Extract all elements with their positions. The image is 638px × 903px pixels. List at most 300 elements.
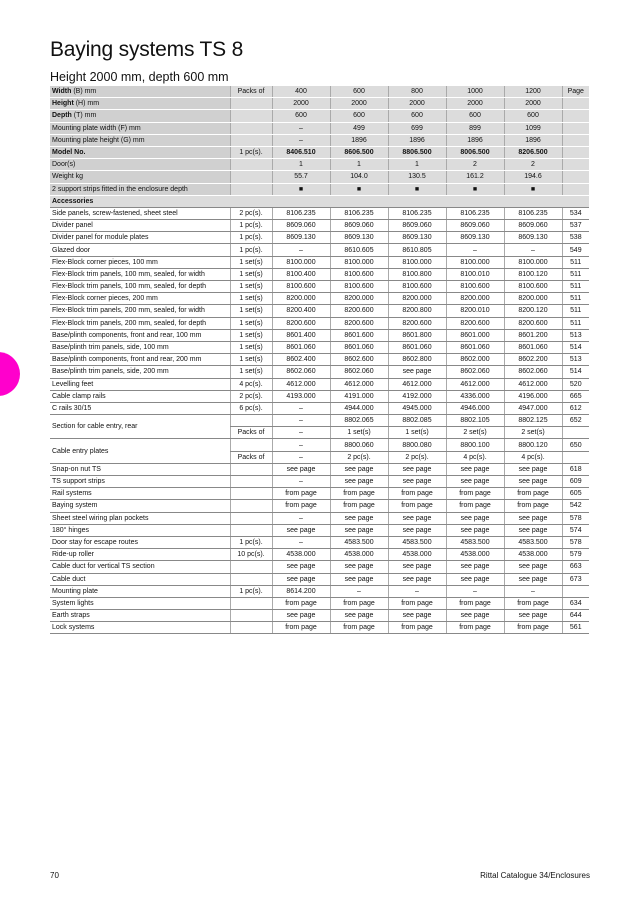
row-label: Levelling feet: [50, 378, 230, 390]
value-cell: see page: [272, 610, 330, 622]
page-cell: 511: [562, 268, 589, 280]
table-row: [50, 402, 589, 414]
value-cell: 4538.000: [330, 549, 388, 561]
table-row: [50, 207, 589, 219]
page-cell: 542: [562, 500, 589, 512]
value-cell: 4336.000: [446, 390, 504, 402]
table-row: [50, 281, 589, 293]
value-cell: from page: [272, 488, 330, 500]
page-cell: 665: [562, 390, 589, 402]
page-cell: 579: [562, 549, 589, 561]
value-cell: 2 pc(s).: [388, 451, 446, 463]
table-row: [50, 390, 589, 402]
row-label-text: (H) mm: [73, 100, 100, 108]
packs-cell: [230, 159, 272, 171]
packs-cell: 1 set(s): [230, 281, 272, 293]
value-cell: 8200.120: [504, 305, 562, 317]
value-cell: 8802.085: [388, 415, 446, 427]
value-cell: 8800.080: [388, 439, 446, 451]
value-cell: see page: [330, 524, 388, 536]
packs-cell: 1 set(s): [230, 268, 272, 280]
value-cell: 8609.060: [388, 220, 446, 232]
value-cell: 104.0: [330, 171, 388, 183]
value-cell: –: [504, 244, 562, 256]
value-cell: see page: [446, 524, 504, 536]
table-row: [50, 183, 589, 195]
value-cell: 8200.600: [504, 317, 562, 329]
value-cell: 600: [330, 110, 388, 122]
value-cell: 130.5: [388, 171, 446, 183]
value-cell: 8609.130: [504, 232, 562, 244]
value-cell: 8100.000: [446, 256, 504, 268]
page-cell: 673: [562, 573, 589, 585]
table-row: [50, 524, 589, 536]
value-cell: 8601.060: [446, 341, 504, 353]
value-cell: 400: [272, 86, 330, 98]
value-cell: 2 set(s): [446, 427, 504, 439]
value-cell: 2000: [330, 98, 388, 110]
value-cell: 8200.010: [446, 305, 504, 317]
value-cell: 4192.000: [388, 390, 446, 402]
page-cell: 612: [562, 402, 589, 414]
value-cell: 2000: [504, 98, 562, 110]
value-cell: 2: [504, 159, 562, 171]
value-cell: see page: [504, 512, 562, 524]
page-cell: [562, 98, 589, 110]
value-cell: from page: [388, 488, 446, 500]
page-subtitle: Height 2000 mm, depth 600 mm: [50, 70, 229, 84]
packs-cell: 1 pc(s).: [230, 244, 272, 256]
value-cell: 4583.500: [388, 536, 446, 548]
value-cell: 8200.600: [446, 317, 504, 329]
table-row: [50, 317, 589, 329]
value-cell: 8100.000: [330, 256, 388, 268]
row-label-bold: Model No.: [52, 149, 86, 157]
page-cell: [562, 159, 589, 171]
value-cell: 2: [446, 159, 504, 171]
value-cell: 8601.000: [446, 329, 504, 341]
packs-cell: 2 pc(s).: [230, 390, 272, 402]
row-label: [50, 98, 230, 110]
value-cell: –: [272, 122, 330, 134]
table-row: [50, 341, 589, 353]
row-label-bold: Depth: [52, 112, 72, 120]
value-cell: –: [446, 244, 504, 256]
value-cell: –: [330, 585, 388, 597]
value-cell: from page: [446, 622, 504, 634]
row-label-text: (T) mm: [71, 112, 97, 120]
value-cell: 4193.000: [272, 390, 330, 402]
row-label: Mounting plate: [50, 585, 230, 597]
page-cell: [562, 585, 589, 597]
value-cell: from page: [388, 597, 446, 609]
row-label: Base/plinth components, front and rear, 100 mm: [50, 329, 230, 341]
value-cell: from page: [330, 500, 388, 512]
table-row: [50, 463, 589, 475]
row-label-text: (B) mm: [71, 88, 97, 96]
row-label: TS support strips: [50, 476, 230, 488]
value-cell: 8601.060: [388, 341, 446, 353]
value-cell: see page: [272, 561, 330, 573]
table-row: [50, 585, 589, 597]
table-row: [50, 597, 589, 609]
value-cell: see page: [388, 610, 446, 622]
value-cell: 8100.010: [446, 268, 504, 280]
value-cell: 8609.060: [504, 220, 562, 232]
value-cell: see page: [504, 561, 562, 573]
value-cell: see page: [330, 463, 388, 475]
page-cell: 578: [562, 512, 589, 524]
row-label: Flex-Block trim panels, 100 mm, sealed, for width: [50, 268, 230, 280]
product-table: [50, 86, 589, 634]
page-cell: 514: [562, 366, 589, 378]
value-cell: 4612.000: [446, 378, 504, 390]
value-cell: 2000: [272, 98, 330, 110]
value-cell: 8601.400: [272, 329, 330, 341]
value-cell: 4583.500: [446, 536, 504, 548]
packs-cell: 1 set(s): [230, 329, 272, 341]
table-row: [50, 220, 589, 232]
value-cell: 8200.400: [272, 305, 330, 317]
table-row: [50, 146, 589, 158]
page-cell: 634: [562, 597, 589, 609]
row-label: Cable entry plates: [50, 439, 230, 463]
value-cell: 8602.200: [504, 354, 562, 366]
packs-cell: [230, 134, 272, 146]
value-cell: 4538.000: [446, 549, 504, 561]
value-cell: 8106.235: [272, 207, 330, 219]
packs-cell: [230, 183, 272, 195]
page-cell: 520: [562, 378, 589, 390]
value-cell: 8206.500: [504, 146, 562, 158]
row-label-text: Door(s): [52, 161, 76, 169]
row-label: Flex-Block trim panels, 200 mm, sealed, for width: [50, 305, 230, 317]
value-cell: 8602.800: [388, 354, 446, 366]
row-label-text: Weight kg: [52, 173, 83, 181]
value-cell: 8601.800: [388, 329, 446, 341]
value-cell: see page: [446, 561, 504, 573]
row-label: Flex-Block trim panels, 200 mm, sealed, for depth: [50, 317, 230, 329]
page-cell: Page: [562, 86, 589, 98]
table-row: [50, 610, 589, 622]
value-cell: 8602.600: [330, 354, 388, 366]
value-cell: 8100.000: [504, 256, 562, 268]
section-tab-marker: [0, 352, 20, 396]
value-cell: 2 set(s): [504, 427, 562, 439]
row-label: Cable clamp rails: [50, 390, 230, 402]
value-cell: 8100.600: [504, 281, 562, 293]
value-cell: from page: [272, 500, 330, 512]
value-cell: –: [272, 536, 330, 548]
value-cell: from page: [388, 500, 446, 512]
value-cell: 8610.805: [388, 244, 446, 256]
value-cell: 1896: [446, 134, 504, 146]
value-cell: see page: [330, 610, 388, 622]
row-label: Door stay for escape routes: [50, 536, 230, 548]
value-cell: –: [504, 585, 562, 597]
row-label: Ride-up roller: [50, 549, 230, 561]
page-cell: 511: [562, 305, 589, 317]
value-cell: from page: [330, 622, 388, 634]
row-label: Side panels, screw-fastened, sheet steel: [50, 207, 230, 219]
row-label: System lights: [50, 597, 230, 609]
packs-cell: [230, 415, 272, 427]
packs-cell: 1 set(s): [230, 341, 272, 353]
value-cell: see page: [388, 512, 446, 524]
row-label: Baying system: [50, 500, 230, 512]
packs-cell: 1 set(s): [230, 293, 272, 305]
value-cell: from page: [504, 622, 562, 634]
value-cell: 1: [388, 159, 446, 171]
value-cell: 4946.000: [446, 402, 504, 414]
value-cell: 8602.060: [446, 366, 504, 378]
value-cell: ■: [272, 183, 330, 195]
value-cell: 1: [330, 159, 388, 171]
row-label: Divider panel for module plates: [50, 232, 230, 244]
value-cell: see page: [446, 573, 504, 585]
page-cell: [562, 146, 589, 158]
value-cell: ■: [446, 183, 504, 195]
packs-cell: 1 set(s): [230, 354, 272, 366]
row-label: Snap-on nut TS: [50, 463, 230, 475]
page-cell: 511: [562, 317, 589, 329]
table-row: [50, 244, 589, 256]
value-cell: 8200.600: [272, 317, 330, 329]
value-cell: 8406.510: [272, 146, 330, 158]
value-cell: 8200.600: [330, 317, 388, 329]
value-cell: –: [272, 427, 330, 439]
packs-cell: 1 pc(s).: [230, 536, 272, 548]
value-cell: –: [272, 439, 330, 451]
value-cell: 4538.000: [388, 549, 446, 561]
value-cell: 4 pc(s).: [446, 451, 504, 463]
value-cell: 8200.600: [388, 317, 446, 329]
table-row: [50, 622, 589, 634]
value-cell: 8602.060: [330, 366, 388, 378]
value-cell: see page: [504, 573, 562, 585]
value-cell: 8106.235: [446, 207, 504, 219]
page-cell: 534: [562, 207, 589, 219]
value-cell: see page: [388, 573, 446, 585]
value-cell: 2 pc(s).: [330, 451, 388, 463]
packs-cell: 1 set(s): [230, 305, 272, 317]
table-row: [50, 232, 589, 244]
value-cell: 1099: [504, 122, 562, 134]
table-row: [50, 415, 589, 427]
packs-cell: 1 pc(s).: [230, 585, 272, 597]
row-label: Rail systems: [50, 488, 230, 500]
row-label: Base/plinth trim panels, side, 100 mm: [50, 341, 230, 353]
value-cell: 4612.000: [272, 378, 330, 390]
section-header: Accessories: [50, 195, 589, 207]
page-cell: [562, 171, 589, 183]
packs-cell: [230, 512, 272, 524]
value-cell: 8200.000: [330, 293, 388, 305]
row-label-text: 2 support strips fitted in the enclosure depth: [52, 185, 188, 193]
row-label: Divider panel: [50, 220, 230, 232]
value-cell: ■: [388, 183, 446, 195]
row-label: Glazed door: [50, 244, 230, 256]
value-cell: 4191.000: [330, 390, 388, 402]
value-cell: 8609.130: [330, 232, 388, 244]
packs-cell: 4 pc(s).: [230, 378, 272, 390]
value-cell: 8614.200: [272, 585, 330, 597]
page-cell: 511: [562, 256, 589, 268]
value-cell: 8200.000: [388, 293, 446, 305]
value-cell: from page: [272, 597, 330, 609]
value-cell: –: [272, 512, 330, 524]
packs-cell: [230, 439, 272, 451]
value-cell: 8100.600: [446, 281, 504, 293]
value-cell: 8806.500: [388, 146, 446, 158]
value-cell: see page: [446, 476, 504, 488]
row-label: Sheet steel wiring plan pockets: [50, 512, 230, 524]
table-row: [50, 134, 589, 146]
value-cell: 8601.060: [504, 341, 562, 353]
page-number: 70: [50, 871, 59, 880]
packs-cell: [230, 573, 272, 585]
page-cell: 561: [562, 622, 589, 634]
value-cell: 499: [330, 122, 388, 134]
value-cell: 4612.000: [330, 378, 388, 390]
page-cell: [562, 122, 589, 134]
packs-cell: 1 pc(s).: [230, 220, 272, 232]
value-cell: from page: [446, 500, 504, 512]
value-cell: 8610.605: [330, 244, 388, 256]
value-cell: 2000: [446, 98, 504, 110]
value-cell: 600: [446, 110, 504, 122]
value-cell: –: [272, 451, 330, 463]
row-label: Base/plinth trim panels, side, 200 mm: [50, 366, 230, 378]
table-row: [50, 500, 589, 512]
row-label: Base/plinth components, front and rear, 200 mm: [50, 354, 230, 366]
packs-cell: 1 set(s): [230, 317, 272, 329]
page-cell: 537: [562, 220, 589, 232]
value-cell: 1 set(s): [330, 427, 388, 439]
row-label: [50, 134, 230, 146]
value-cell: see page: [388, 476, 446, 488]
value-cell: 8200.000: [446, 293, 504, 305]
page-cell: 652: [562, 415, 589, 427]
table-row: [50, 378, 589, 390]
value-cell: 8802.065: [330, 415, 388, 427]
value-cell: see page: [504, 610, 562, 622]
value-cell: 8602.060: [272, 366, 330, 378]
value-cell: see page: [330, 561, 388, 573]
value-cell: 8100.800: [388, 268, 446, 280]
value-cell: 8100.600: [388, 281, 446, 293]
row-label: [50, 110, 230, 122]
value-cell: 8601.600: [330, 329, 388, 341]
value-cell: see page: [330, 512, 388, 524]
value-cell: –: [272, 134, 330, 146]
value-cell: 8802.105: [446, 415, 504, 427]
value-cell: from page: [446, 488, 504, 500]
value-cell: from page: [504, 597, 562, 609]
page-cell: 618: [562, 463, 589, 475]
value-cell: –: [272, 415, 330, 427]
row-label: [50, 122, 230, 134]
value-cell: from page: [330, 488, 388, 500]
value-cell: 1000: [446, 86, 504, 98]
page-cell: [562, 110, 589, 122]
table-row: [50, 171, 589, 183]
value-cell: 1896: [388, 134, 446, 146]
value-cell: 1200: [504, 86, 562, 98]
table-row: [50, 110, 589, 122]
row-label: Section for cable entry, rear: [50, 415, 230, 439]
table-row: [50, 366, 589, 378]
packs-cell: [230, 610, 272, 622]
value-cell: see page: [388, 524, 446, 536]
value-cell: 8602.060: [504, 366, 562, 378]
row-label: [50, 171, 230, 183]
page-cell: [562, 451, 589, 463]
value-cell: see page: [446, 610, 504, 622]
row-label: [50, 183, 230, 195]
table-row: [50, 561, 589, 573]
value-cell: 899: [446, 122, 504, 134]
footer-source: Rittal Catalogue 34/Enclosures: [480, 871, 590, 880]
value-cell: 4583.500: [330, 536, 388, 548]
value-cell: from page: [272, 622, 330, 634]
packs-cell: 1 set(s): [230, 366, 272, 378]
value-cell: 8100.000: [388, 256, 446, 268]
packs-cell: Packs of: [230, 86, 272, 98]
value-cell: 8609.060: [272, 220, 330, 232]
page-cell: 513: [562, 354, 589, 366]
row-label-text: Mounting plate width (F) mm: [52, 124, 141, 132]
value-cell: 600: [504, 110, 562, 122]
value-cell: 800: [388, 86, 446, 98]
value-cell: 8100.400: [272, 268, 330, 280]
value-cell: 4945.000: [388, 402, 446, 414]
page-cell: 511: [562, 293, 589, 305]
table-row: [50, 573, 589, 585]
value-cell: ■: [504, 183, 562, 195]
page-cell: 609: [562, 476, 589, 488]
page-cell: 574: [562, 524, 589, 536]
row-label: [50, 159, 230, 171]
packs-cell: [230, 597, 272, 609]
page-cell: 549: [562, 244, 589, 256]
row-label: Cable duct for vertical TS section: [50, 561, 230, 573]
value-cell: –: [388, 585, 446, 597]
packs-cell: 10 pc(s).: [230, 549, 272, 561]
value-cell: 600: [330, 86, 388, 98]
value-cell: 8800.120: [504, 439, 562, 451]
packs-cell: Packs of: [230, 427, 272, 439]
row-label: Earth straps: [50, 610, 230, 622]
value-cell: 8800.100: [446, 439, 504, 451]
table-row: [50, 98, 589, 110]
packs-cell: [230, 110, 272, 122]
table-row: [50, 476, 589, 488]
value-cell: 8609.130: [446, 232, 504, 244]
value-cell: see page: [504, 476, 562, 488]
table-row: [50, 159, 589, 171]
value-cell: 8200.000: [272, 293, 330, 305]
value-cell: 4 pc(s).: [504, 451, 562, 463]
table-row: [50, 354, 589, 366]
value-cell: 8602.400: [272, 354, 330, 366]
value-cell: from page: [330, 597, 388, 609]
table-row: [50, 86, 589, 98]
packs-cell: [230, 500, 272, 512]
packs-cell: 1 pc(s).: [230, 232, 272, 244]
value-cell: 4583.500: [504, 536, 562, 548]
value-cell: see page: [504, 524, 562, 536]
